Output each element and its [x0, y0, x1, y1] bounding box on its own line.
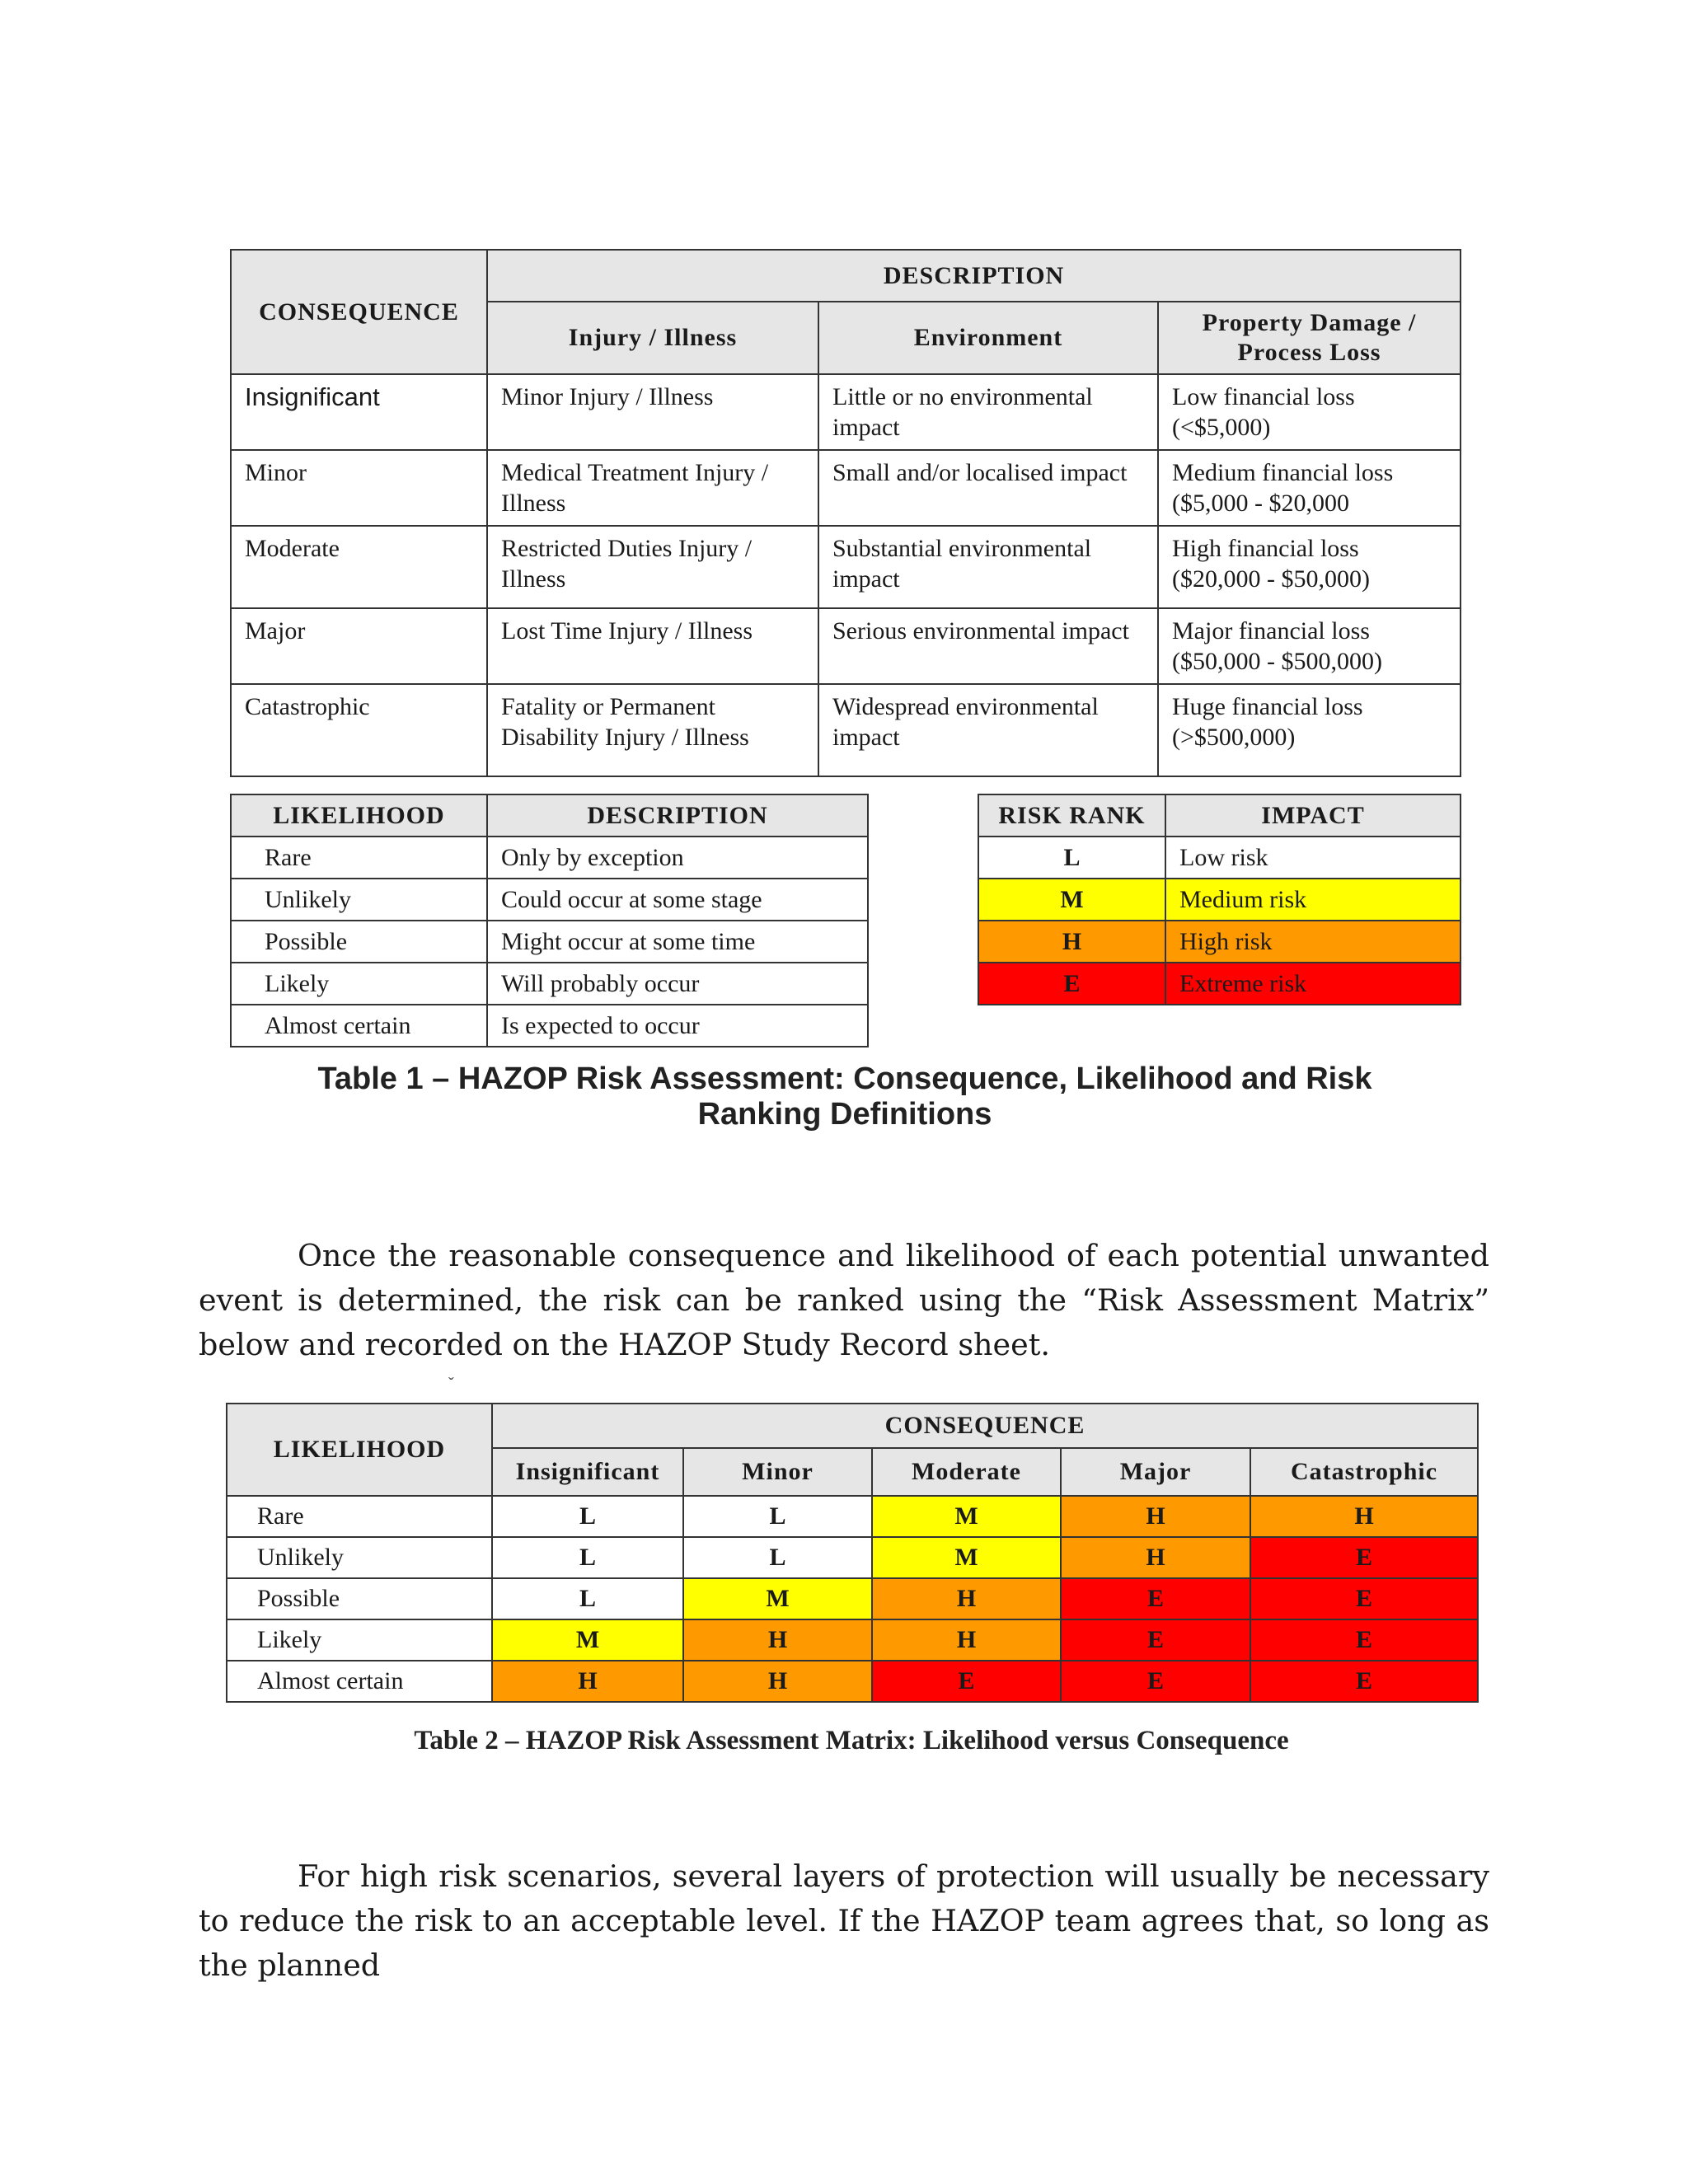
table1-caption: [230, 1062, 1460, 1132]
risk-cell: M: [492, 1619, 683, 1661]
risk-cell: E: [1061, 1661, 1250, 1702]
risk-cell: E: [1061, 1578, 1250, 1619]
description-cell: Will probably occur: [487, 963, 868, 1005]
column-header: Injury / Illness: [487, 302, 818, 374]
description-cell: Only by exception: [487, 837, 868, 879]
impact-cell: High risk: [1165, 921, 1461, 963]
environment-cell: Widespread environmental impact: [818, 684, 1158, 776]
risk-rank-cell: L: [978, 837, 1165, 879]
impact-cell: Medium risk: [1165, 879, 1461, 921]
description-cell: Could occur at some stage: [487, 879, 868, 921]
table-row: [231, 837, 868, 879]
likelihood-cell: Almost certain: [231, 1005, 487, 1047]
likelihood-cell: Rare: [227, 1496, 492, 1537]
paragraph-text: Once the reasonable consequence and likelihood of each potential unwanted event is determined, the risk can be ranked using the “Risk Assessment Matrix” below and recorded on the HAZOP Study Record sheet.: [199, 1237, 1489, 1362]
risk-cell: E: [872, 1661, 1061, 1702]
impact-cell: Low risk: [1165, 837, 1461, 879]
risk-cell: E: [1250, 1537, 1478, 1578]
injury-cell: Lost Time Injury / Illness: [487, 608, 818, 684]
column-header: Property Damage / Process Loss: [1158, 302, 1461, 374]
environment-cell: Substantial environmental impact: [818, 526, 1158, 608]
table-row: [231, 526, 1461, 608]
description-cell: Is expected to occur: [487, 1005, 868, 1047]
consequence-cell: Insignificant: [231, 374, 487, 450]
consequence-header: CONSEQUENCE: [231, 250, 487, 374]
injury-cell: Minor Injury / Illness: [487, 374, 818, 450]
risk-cell: M: [872, 1537, 1061, 1578]
risk-assessment-matrix: [226, 1403, 1479, 1703]
impact-header: IMPACT: [1165, 794, 1461, 837]
stray-mark: ˇ: [448, 1375, 454, 1393]
risk-cell: L: [683, 1537, 872, 1578]
likelihood-cell: Unlikely: [227, 1537, 492, 1578]
column-header: Environment: [818, 302, 1158, 374]
risk-cell: M: [872, 1496, 1061, 1537]
description-cell: Might occur at some time: [487, 921, 868, 963]
column-header: Moderate: [872, 1448, 1061, 1496]
likelihood-header: LIKELIHOOD: [231, 794, 487, 837]
likelihood-cell: Possible: [227, 1578, 492, 1619]
injury-cell: Fatality or Permanent Disability Injury / Illness: [487, 684, 818, 776]
risk-rank-header: RISK RANK: [978, 794, 1165, 837]
injury-cell: Restricted Duties Injury / Illness: [487, 526, 818, 608]
column-header: Minor: [683, 1448, 872, 1496]
risk-cell: E: [1250, 1661, 1478, 1702]
description-header: DESCRIPTION: [487, 794, 868, 837]
risk-cell: E: [1250, 1578, 1478, 1619]
property-cell: High financial loss ($20,000 - $50,000): [1158, 526, 1461, 608]
risk-cell: E: [1250, 1619, 1478, 1661]
risk-cell: H: [683, 1661, 872, 1702]
table2-caption: Table 2 – HAZOP Risk Assessment Matrix: Likelihood versus Consequence: [414, 1726, 1289, 1755]
table-row: [978, 921, 1461, 963]
table-row: [231, 450, 1461, 526]
caption-line: Table 1 – HAZOP Risk Assessment: Consequence, Likelihood and Risk: [317, 1062, 1372, 1096]
property-cell: Low financial loss (<$5,000): [1158, 374, 1461, 450]
table-row: [231, 921, 868, 963]
table-row: [231, 963, 868, 1005]
risk-cell: H: [872, 1578, 1061, 1619]
risk-cell: L: [683, 1496, 872, 1537]
paragraph-text: For high risk scenarios, several layers of protection will usually be necessary to reduce the risk to an acceptable level. If the HAZOP team agrees that, so long as the planned: [199, 1858, 1489, 1983]
property-cell: Medium financial loss ($5,000 - $20,000: [1158, 450, 1461, 526]
consequence-cell: Catastrophic: [231, 684, 487, 776]
property-cell: Huge financial loss (>$500,000): [1158, 684, 1461, 776]
table-row: [978, 963, 1461, 1005]
likelihood-cell: Possible: [231, 921, 487, 963]
consequence-header: CONSEQUENCE: [492, 1404, 1478, 1448]
risk-cell: L: [492, 1537, 683, 1578]
likelihood-cell: Unlikely: [231, 879, 487, 921]
table-row: [227, 1661, 1478, 1702]
risk-cell: M: [683, 1578, 872, 1619]
environment-cell: Small and/or localised impact: [818, 450, 1158, 526]
risk-cell: H: [1061, 1537, 1250, 1578]
risk-cell: H: [683, 1619, 872, 1661]
risk-rank-cell: E: [978, 963, 1165, 1005]
table-row: [978, 879, 1461, 921]
likelihood-definitions-table: [230, 794, 869, 1047]
table-row: [231, 374, 1461, 450]
injury-cell: Medical Treatment Injury / Illness: [487, 450, 818, 526]
risk-rank-cell: H: [978, 921, 1165, 963]
table-row: [227, 1537, 1478, 1578]
consequence-cell: Minor: [231, 450, 487, 526]
body-paragraph: [199, 1854, 1489, 1988]
table-row: [231, 1005, 868, 1047]
consequence-cell: Moderate: [231, 526, 487, 608]
table-row: [227, 1619, 1478, 1661]
likelihood-cell: Likely: [231, 963, 487, 1005]
table-row: [227, 1496, 1478, 1537]
body-paragraph: [199, 1234, 1489, 1367]
caption-line: Ranking Definitions: [697, 1097, 992, 1132]
impact-cell: Extreme risk: [1165, 963, 1461, 1005]
likelihood-cell: Likely: [227, 1619, 492, 1661]
risk-cell: H: [872, 1619, 1061, 1661]
risk-cell: L: [492, 1496, 683, 1537]
likelihood-cell: Rare: [231, 837, 487, 879]
risk-rank-table: [978, 794, 1461, 1005]
risk-cell: E: [1061, 1619, 1250, 1661]
likelihood-header: LIKELIHOOD: [227, 1404, 492, 1496]
table-row: [231, 608, 1461, 684]
risk-cell: H: [1250, 1496, 1478, 1537]
environment-cell: Serious environmental impact: [818, 608, 1158, 684]
column-header: Catastrophic: [1250, 1448, 1478, 1496]
likelihood-cell: Almost certain: [227, 1661, 492, 1702]
risk-cell: H: [1061, 1496, 1250, 1537]
table-row: [231, 879, 868, 921]
risk-rank-cell: M: [978, 879, 1165, 921]
risk-cell: L: [492, 1578, 683, 1619]
table-row: [227, 1578, 1478, 1619]
environment-cell: Little or no environmental impact: [818, 374, 1158, 450]
risk-cell: H: [492, 1661, 683, 1702]
consequence-definitions-table: [230, 249, 1461, 777]
consequence-cell: Major: [231, 608, 487, 684]
column-header: Insignificant: [492, 1448, 683, 1496]
table-row: [978, 837, 1461, 879]
property-cell: Major financial loss ($50,000 - $500,000): [1158, 608, 1461, 684]
column-header: Major: [1061, 1448, 1250, 1496]
description-header: DESCRIPTION: [487, 250, 1461, 302]
table-row: [231, 684, 1461, 776]
